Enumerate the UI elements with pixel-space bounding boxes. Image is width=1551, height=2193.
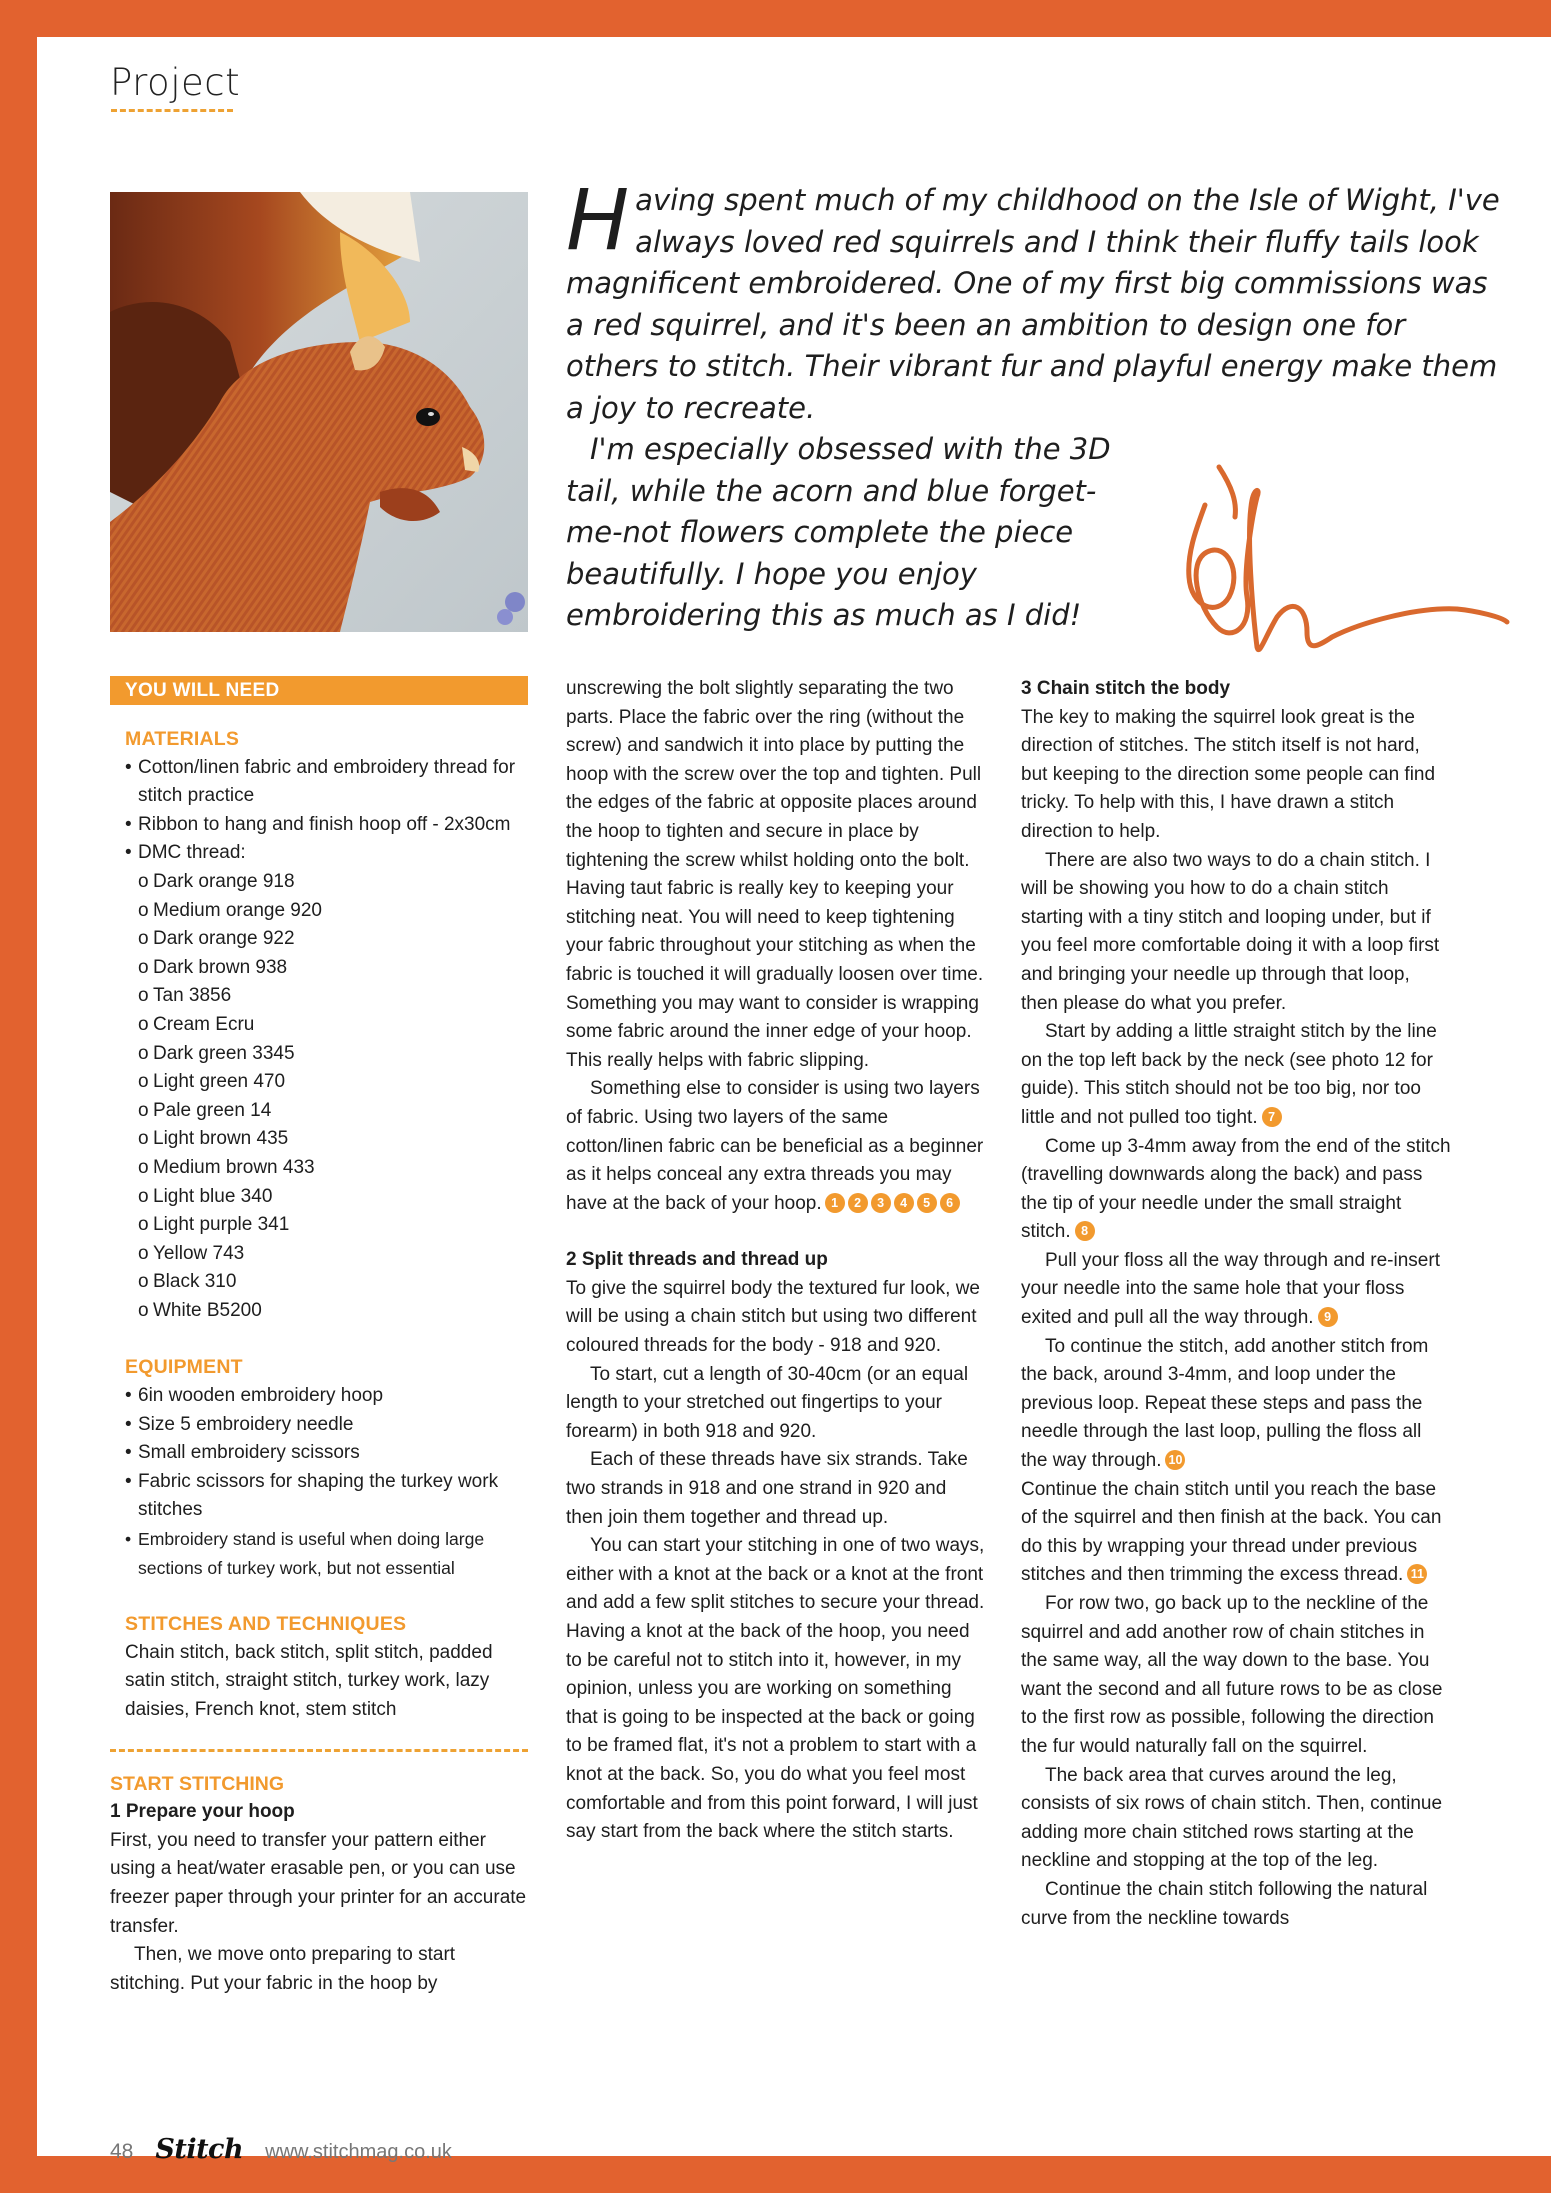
designer-signature	[1157, 457, 1517, 687]
step-3-paragraph-8: The back area that curves around the leg, consists of six rows of chain stitch. Then, continue adding more chain stitched rows starting at the neckline and stopping at the top of the leg.	[1021, 1764, 1443, 1872]
photo-ref-badge: 11	[1407, 1564, 1427, 1584]
photo-ref-badge: 4	[894, 1193, 914, 1213]
thread-item: o Dark orange 918	[125, 868, 528, 897]
equipment-item: • Small embroidery scissors	[125, 1439, 528, 1468]
materials-list	[110, 754, 528, 1326]
photo-ref-badge: 2	[848, 1193, 868, 1213]
step-1-paragraph-3: Something else to consider is using two layers of fabric. Using two layers of the same cotton/linen fabric can be beneficial as a beginner as it helps conceal any extra threads you may have at the back of your hoop.	[566, 1078, 984, 1214]
intro-paragraph-2: I'm especially obsessed with the 3D tail, while the acorn and blue forget-me-not flowers complete the piece beautifully. I hope you enjoy embroidering this as much as I did!	[566, 432, 1111, 632]
website-link[interactable]: www.stitchmag.co.uk	[265, 2141, 452, 2163]
section-label: Project	[110, 61, 241, 104]
magazine-logo: Stitch	[155, 2134, 244, 2165]
step-3-paragraph-2: There are also two ways to do a chain stitch. I will be showing you how to do a chain stitch starting with a tiny stitch and looping under, but if you feel more comfortable doing it with a loop first and bringing your needle up through that loop, then please do what you prefer.	[1021, 849, 1440, 1014]
column-1	[110, 675, 528, 1998]
materials-heading: MATERIALS	[125, 728, 240, 750]
step-2-heading: 2 Split threads and thread up	[566, 1249, 828, 1271]
page-number: 48	[110, 2140, 134, 2163]
squirrel-embroidery-image	[110, 192, 528, 632]
photo-ref-badge: 9	[1318, 1307, 1338, 1327]
column-3	[1021, 675, 1451, 1933]
equipment-item: • 6in wooden embroidery hoop	[125, 1382, 528, 1411]
thread-item: o Dark orange 922	[125, 925, 528, 954]
squirrel-embroidery-photo	[110, 192, 528, 632]
photo-ref-badge: 3	[871, 1193, 891, 1213]
step-3-paragraph-6: To continue the stitch, add another stitch from the back, around 3-4mm, and loop under the previous loop. Repeat these steps and pass the needle through the last loop, pulling the floss all the way through.	[1021, 1335, 1429, 1472]
photo-ref-badge: 6	[940, 1193, 960, 1213]
step-3-paragraph-4: Come up 3-4mm away from the end of the stitch (travelling downwards along the back) and pass the tip of your needle under the small straight stitch.	[1021, 1135, 1451, 1243]
step-2-paragraph-1: To give the squirrel body the textured fur look, we will be using a chain stitch but using two different coloured threads for the body - 918 and 920.	[566, 1277, 981, 1357]
equipment-item: • Embroidery stand is useful when doing large sections of turkey work, but not essential	[125, 1525, 528, 1582]
page	[37, 37, 1551, 2165]
materials-item: • Ribbon to hang and finish hoop off - 2x30cm	[125, 811, 528, 840]
page-footer	[110, 2134, 452, 2165]
materials-item: • Cotton/linen fabric and embroidery thread for stitch practice	[125, 754, 528, 811]
section-label-underline	[111, 109, 233, 112]
start-stitching-heading: START STITCHING	[110, 1772, 285, 1795]
equipment-heading: EQUIPMENT	[125, 1356, 243, 1379]
you-will-need-header: YOU WILL NEED	[110, 676, 528, 705]
equipment-item: • Size 5 embroidery needle	[125, 1411, 528, 1440]
photo-ref-badge: 1	[825, 1193, 845, 1213]
thread-item: o Light blue 340	[125, 1183, 528, 1212]
step-3-paragraph-6b: Continue the chain stitch until you reach the base of the squirrel and then finish at the back. You can do this by wrapping your thread under previous stitches and then trimming the excess thread.	[1021, 1478, 1442, 1586]
thread-item: o Dark green 3345	[125, 1040, 528, 1069]
thread-item: o Tan 3856	[125, 982, 528, 1011]
step-2-paragraph-3: Each of these threads have six strands. Take two strands in 918 and one strand in 920 and then join them together and thread up.	[566, 1449, 968, 1528]
photo-ref-badge: 7	[1262, 1107, 1282, 1127]
thread-item: o Light brown 435	[125, 1125, 528, 1154]
intro-paragraph-1: aving spent much of my childhood on the Isle of Wight, I've always loved red squirrels and I think their fluffy tails look magnificent embroidered. One of my first big commissions was a red squirrel, and it's been an ambition to design one for others to stitch. Their vibrant fur and playful energy make them a joy to recreate.	[566, 183, 1500, 425]
thread-item: o Pale green 14	[125, 1097, 528, 1126]
photo-refs	[822, 1193, 960, 1214]
photo-ref-badge: 10	[1165, 1450, 1185, 1470]
step-1-paragraph-2: Then, we move onto preparing to start stitching. Put your fabric in the hoop by	[110, 1944, 456, 1994]
equipment-list	[110, 1382, 528, 1582]
photo-ref-badge: 8	[1075, 1221, 1095, 1241]
techniques-text: Chain stitch, back stitch, split stitch, padded satin stitch, straight stitch, turkey work, lazy daisies, French knot, stem stitch	[125, 1641, 493, 1720]
step-3-paragraph-1: The key to making the squirrel look great is the direction of stitches. The stitch itself is not hard, but keeping to the direction some people can find tricky. To help with this, I have drawn a stitch direction to help.	[1021, 706, 1436, 842]
equipment-item: • Fabric scissors for shaping the turkey work stitches	[125, 1468, 528, 1525]
thread-item: o White B5200	[125, 1297, 528, 1326]
thread-item: o Light green 470	[125, 1068, 528, 1097]
thread-item: o Black 310	[125, 1268, 528, 1297]
step-3-paragraph-9: Continue the chain stitch following the natural curve from the neckline towards	[1021, 1878, 1428, 1929]
step-2-paragraph-4: You can start your stitching in one of two ways, either with a knot at the back or a knot at the front and add a few split stitches to secure your thread. Having a knot at the back of the hoop, you need to be careful not to stitch into it, however, in my opinion, unless you are working on something that is going to be inspected at the back or going to be framed flat, it's not a problem to start with a knot at the back. So, you do what you feel most comfortable and from this point forward, I will just say start from the back where the stitch starts.	[566, 1535, 985, 1843]
step-1-paragraph-1: First, you need to transfer your pattern either using a heat/water erasable pen, or you can use freezer paper through your printer for an accurate transfer.	[110, 1829, 527, 1937]
step-1-heading: 1 Prepare your hoop	[110, 1801, 295, 1823]
materials-item: • DMC thread:	[125, 839, 528, 868]
thread-item: o Cream Ecru	[125, 1011, 528, 1040]
thread-item: o Medium brown 433	[125, 1154, 528, 1183]
step-3-paragraph-7: For row two, go back up to the neckline of the squirrel and add another row of chain stitches in the same way, all the way down to the base. You want the second and all future rows to be as close to the first row as possible, following the direction the fur would naturally fall on the squirrel.	[1021, 1593, 1443, 1757]
step-3-heading: 3 Chain stitch the body	[1021, 678, 1231, 699]
photo-ref-badge: 5	[917, 1193, 937, 1213]
column-2	[566, 675, 986, 1847]
thread-item: o Medium orange 920	[125, 897, 528, 926]
techniques-heading: STITCHES AND TECHNIQUES	[125, 1613, 407, 1636]
thread-item: o Dark brown 938	[125, 954, 528, 983]
thread-item: o Yellow 743	[125, 1240, 528, 1269]
intro-dropcap: H	[566, 171, 630, 269]
step-2-paragraph-2: To start, cut a length of 30-40cm (or an equal length to your stretched out fingertips to your forearm) in both 918 and 920.	[566, 1363, 969, 1442]
step-3-paragraph-3: Start by adding a little straight stitch by the line on the top left back by the neck (see photo 12 for guide). This stitch should not be too big, nor too little and not pulled too tight.	[1021, 1021, 1437, 1128]
step-1-continued: unscrewing the bolt slightly separating the two parts. Place the fabric over the ring (without the screw) and sandwich it into place by putting the hoop with the screw over the top and tighten. Pull the edges of the fabric at opposite places around the hoop to tighten and secure in place by tightening the screw whilst holding onto the bolt. Having taut fabric is really key to keeping your stitching neat. You will need to keep tightening your fabric throughout your stitching as when the fabric is touched it will gradually loosen over time. Something you may want to consider is wrapping some fabric around the inner edge of your hoop. This really helps with fabric slipping.	[566, 678, 984, 1071]
thread-item: o Light purple 341	[125, 1211, 528, 1240]
step-3-paragraph-5: Pull your floss all the way through and re-insert your needle into the same hole that your floss exited and pull all the way through.	[1021, 1249, 1440, 1329]
